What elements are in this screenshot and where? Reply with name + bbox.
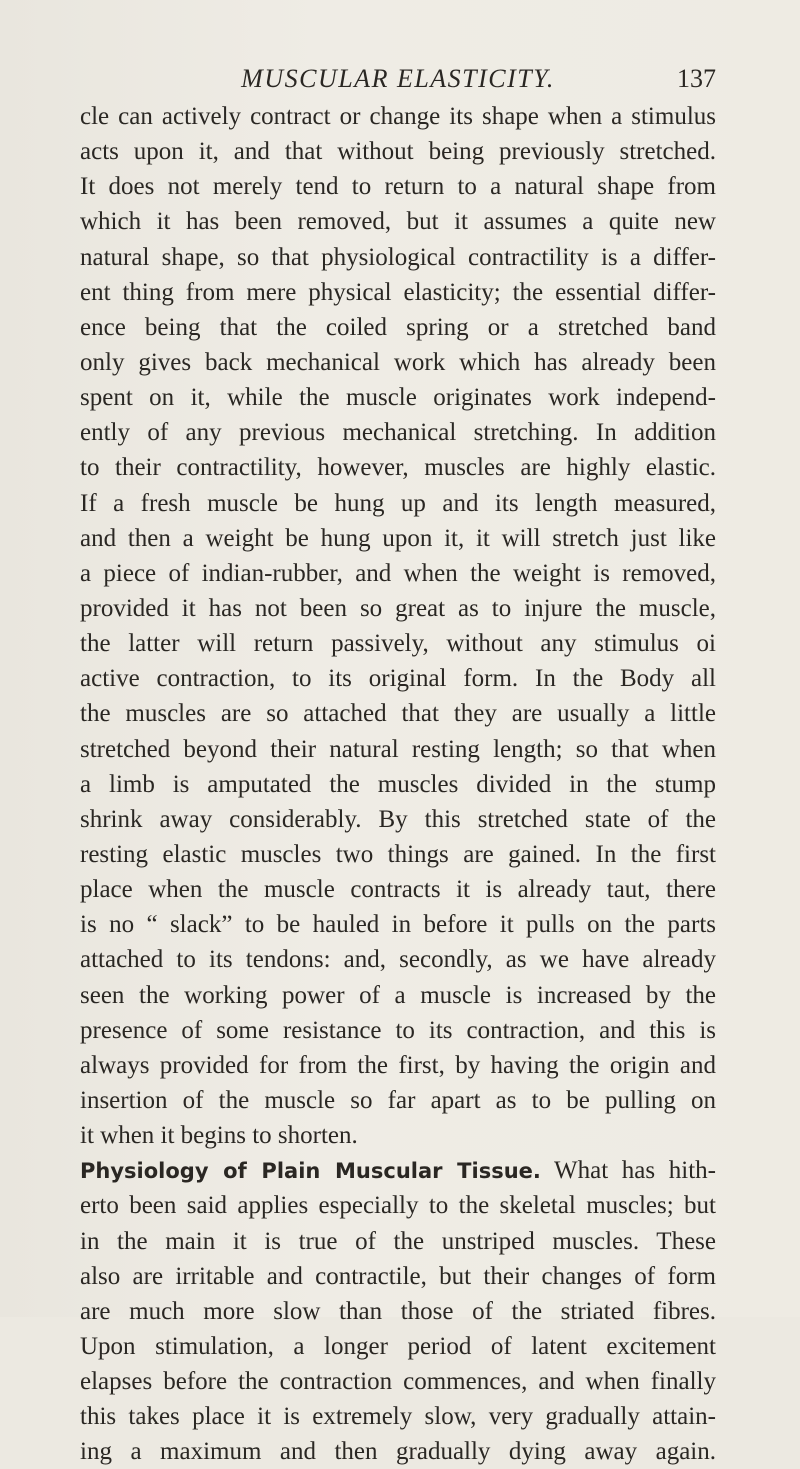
- text-line: the muscles are so attached that they are usually a little: [80, 700, 716, 728]
- text-line: the latter will return passively, without any stimulus oi: [80, 630, 716, 658]
- text-line: stretched beyond their natural resting length; so that when: [80, 735, 716, 763]
- paragraph-end-line: it when it begins to shorten.: [80, 1122, 358, 1150]
- text-line: only gives back mechanical work which has already been: [80, 348, 716, 376]
- text-line: shrink away considerably. By this stretched state of the: [80, 805, 716, 833]
- text-line: a piece of indian-rubber, and when the weight is removed,: [80, 559, 716, 587]
- body-text: [80, 99, 716, 1469]
- text-line: resting elastic muscles two things are gained. In the first: [80, 840, 716, 868]
- running-head: [80, 62, 716, 96]
- text-line: cle can actively contract or change its shape when a stimulus: [80, 103, 716, 130]
- text-line: erto been said applies especially to the skeletal muscles; but: [80, 1192, 716, 1220]
- text-line: ent thing from mere physical elasticity; the essential differ-: [80, 278, 716, 306]
- text-line: It does not merely tend to return to a natural shape from: [80, 173, 716, 201]
- text-line: ently of any previous mechanical stretching. In addition: [80, 419, 716, 447]
- text-line: spent on it, while the muscle originates work independ-: [80, 384, 716, 412]
- section-first-line: [80, 1153, 716, 1188]
- text-line: seen the working power of a muscle is increased by the: [80, 981, 716, 1009]
- text-line: ence being that the coiled spring or a stretched band: [80, 313, 716, 341]
- text-line: ing a maximum and then gradually dying away again.: [80, 1438, 716, 1466]
- text-line: attached to its tendons: and, secondly, as we have already: [80, 946, 716, 974]
- text-line: to their contractility, however, muscles are highly elastic.: [80, 454, 716, 482]
- text-line: and then a weight be hung upon it, it will stretch just like: [80, 524, 716, 552]
- text-line: provided it has not been so great as to injure the muscle,: [80, 594, 716, 622]
- text-line: Upon stimulation, a longer period of latent excitement: [80, 1332, 716, 1360]
- text-line: active contraction, to its original form. In the Body all: [80, 665, 716, 693]
- section-first-line-text: What has hith-: [554, 1157, 716, 1185]
- text-line: place when the muscle contracts it is already taut, there: [80, 876, 716, 904]
- running-title: MUSCULAR ELASTICITY.: [241, 64, 555, 93]
- section-heading: Physiology of Plain Muscular Tissue.: [80, 1159, 541, 1184]
- text-line: in the main it is true of the unstriped muscles. These: [80, 1227, 716, 1255]
- text-line: also are irritable and contractile, but their changes of form: [80, 1262, 716, 1290]
- text-line: natural shape, so that physiological contractility is a differ-: [80, 243, 716, 271]
- text-line: which it has been removed, but it assumes a quite new: [80, 208, 716, 236]
- text-line: a limb is amputated the muscles divided in the stump: [80, 770, 716, 798]
- text-line: insertion of the muscle so far apart as to be pulling on: [80, 1086, 716, 1114]
- text-line: are much more slow than those of the striated fibres.: [80, 1297, 716, 1325]
- text-line: is no “ slack” to be hauled in before it pulls on the parts: [80, 911, 716, 939]
- text-line: this takes place it is extremely slow, very gradually attain-: [80, 1403, 716, 1431]
- text-line: always provided for from the first, by having the origin and: [80, 1051, 716, 1079]
- text-line: acts upon it, and that without being previously stretched.: [80, 138, 716, 166]
- page-number: 137: [677, 64, 716, 93]
- text-line: elapses before the contraction commences, and when finally: [80, 1368, 716, 1396]
- text-line: If a fresh muscle be hung up and its length measured,: [80, 489, 716, 517]
- text-line: presence of some resistance to its contraction, and this is: [80, 1016, 716, 1044]
